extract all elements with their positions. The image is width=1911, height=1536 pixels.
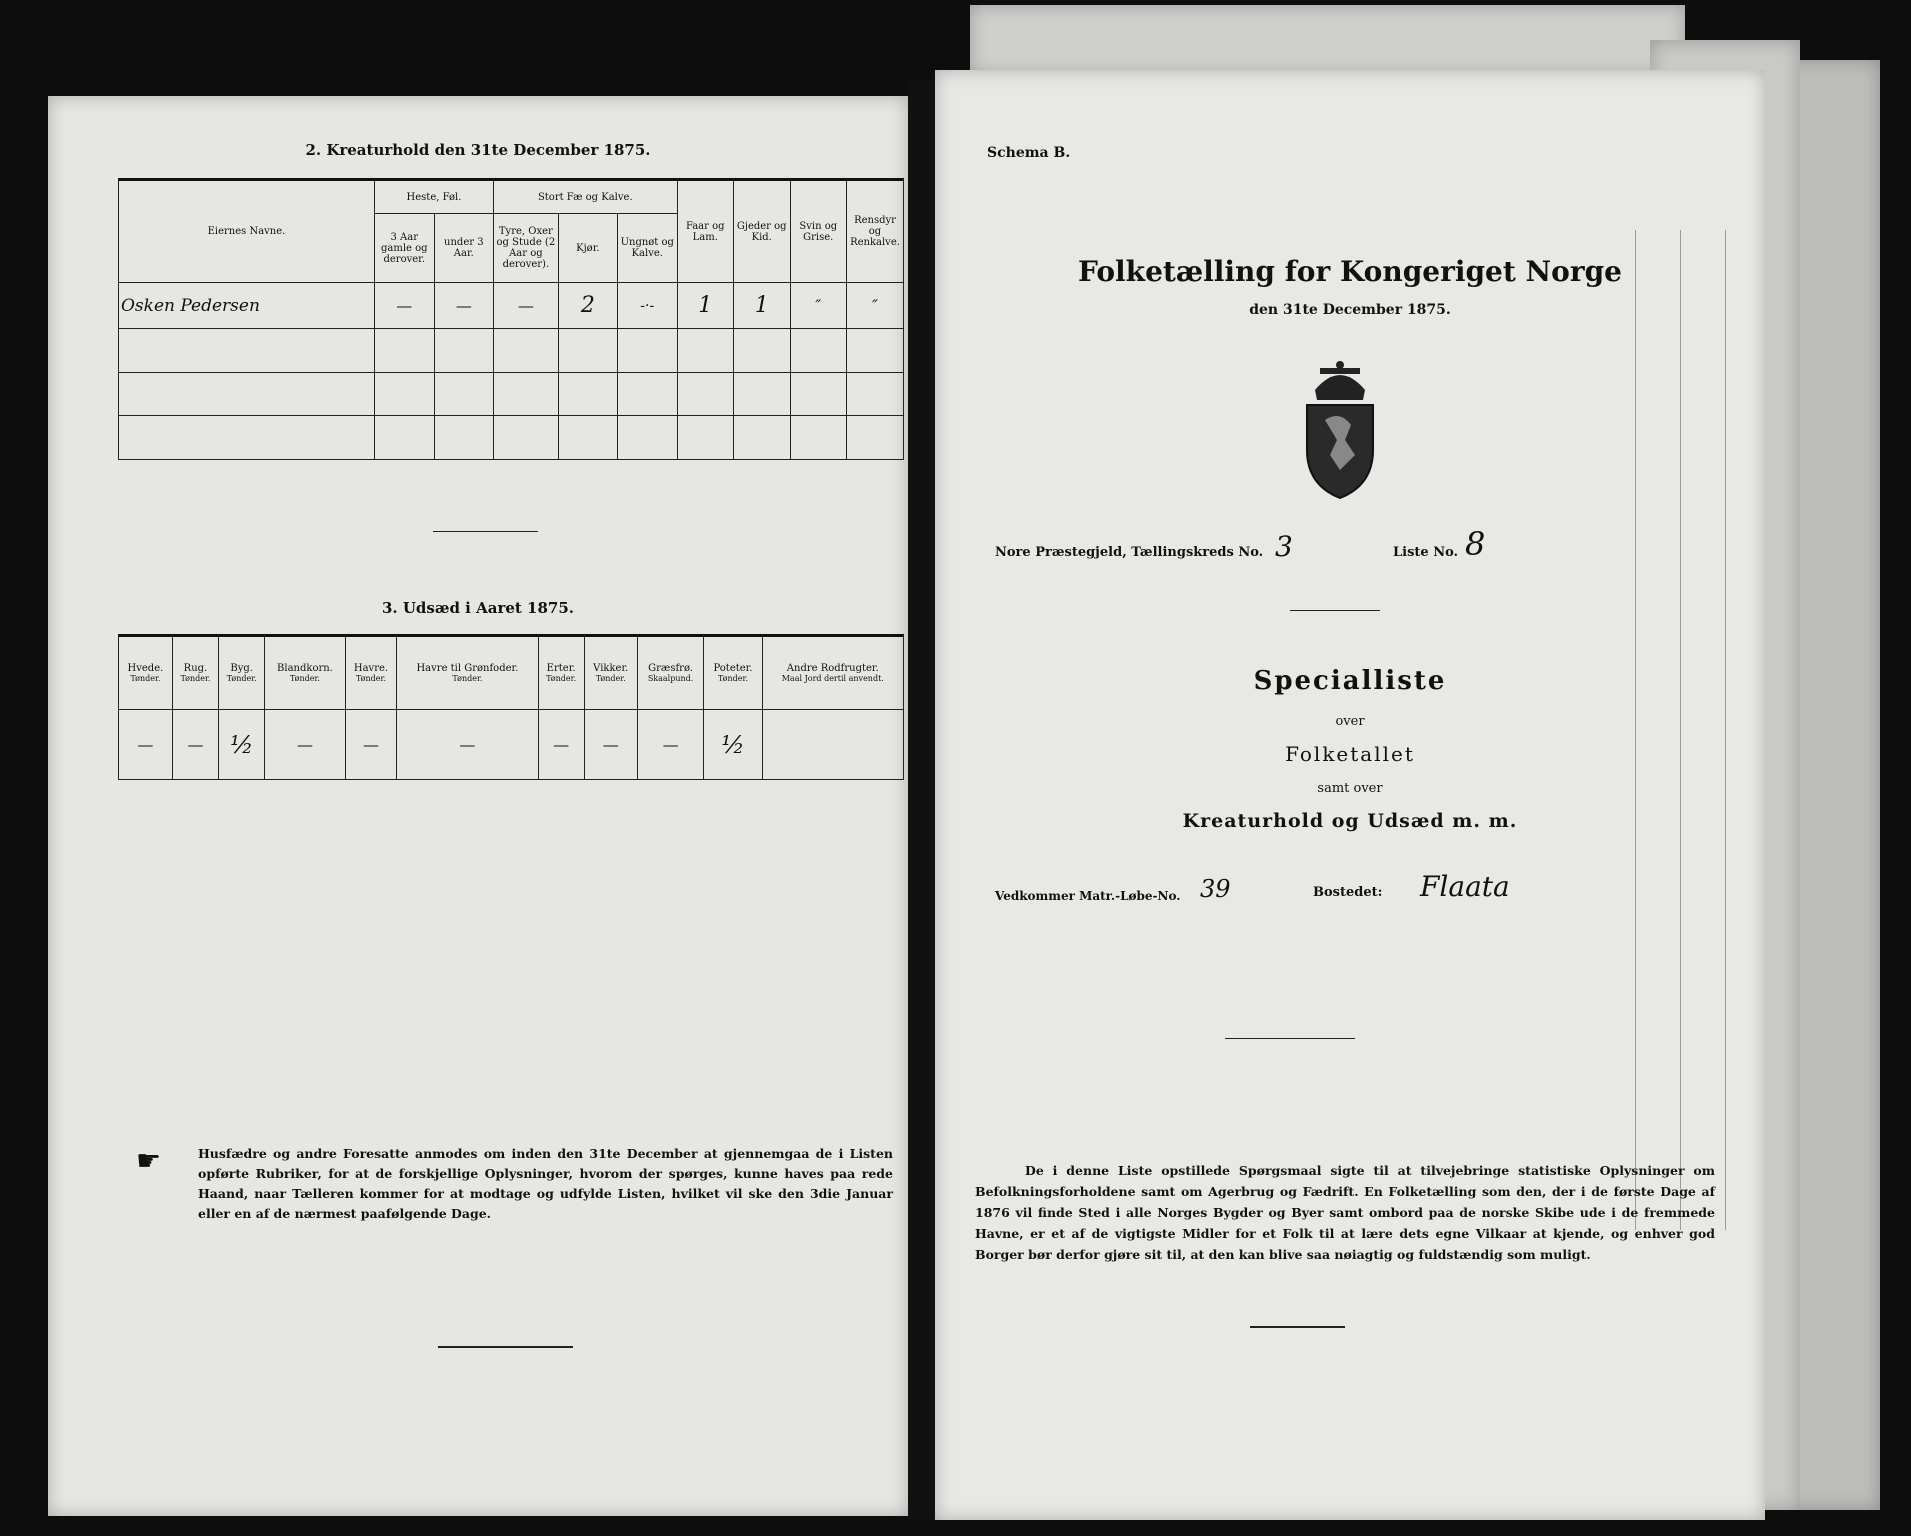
header-heste: Heste, Føl.: [374, 180, 493, 214]
folketallet-label: Folketallet: [1285, 742, 1415, 766]
seed-value: —: [538, 710, 584, 780]
cell-value: ″: [790, 283, 846, 329]
header-stort-fae: Stort Fæ og Kalve.: [494, 180, 678, 214]
book-spine: [908, 80, 938, 1520]
left-page: [48, 96, 908, 1516]
cell-value: 1: [733, 283, 790, 329]
cell-value: ″: [847, 283, 904, 329]
liste-label: Liste No.: [1393, 545, 1459, 560]
seed-header: Vikker. Tønder.: [584, 636, 637, 710]
kreaturhold-label: Kreaturhold og Udsæd m. m.: [1182, 810, 1518, 832]
section2-title: 2. Kreaturhold den 31te December 1875.: [305, 141, 651, 159]
seed-value: —: [397, 710, 538, 780]
seed-header: Blandkorn. Tønder.: [265, 636, 345, 710]
seed-header: Hvede. Tønder.: [119, 636, 173, 710]
subheader-ungnot: Ungnøt og Kalve.: [617, 214, 677, 283]
pointing-hand-icon: ☛: [136, 1144, 162, 1177]
seed-value: [762, 710, 903, 780]
subheader-tyre: Tyre, Oxer og Stude (2 Aar og derover).: [494, 214, 559, 283]
over-label: over: [1335, 714, 1365, 729]
seed-value: —: [172, 710, 218, 780]
subheader-heste-old: 3 Aar gamle og derover.: [374, 214, 434, 283]
notice-text: Husfædre og andre Foresatte anmodes om inden den 31te December at gjennemgaa de i Listen opførte Rubriker, for at de forskjellige Oplysninger, hvorom der spørges, kunne haves paa rede Haand, naar Tælleren kommer for at modtage og udfylde Listen, hvilket vil ske den 3die Januar eller en af de nærmest paafølgende Dage.: [198, 1146, 893, 1221]
liste-value: 8: [1465, 525, 1486, 563]
matr-value: 39: [1200, 875, 1231, 903]
seed-header: Andre Rodfrugter. Maal Jord dertil anvendt.: [762, 636, 903, 710]
table-row: [119, 710, 904, 780]
header-faar: Faar og Lam.: [677, 180, 733, 283]
header-owner: Eiernes Navne.: [119, 180, 375, 283]
header-rensdyr: Rensdyr og Renkalve.: [847, 180, 904, 283]
seed-value: —: [345, 710, 397, 780]
seed-header: Græsfrø. Skaalpund.: [637, 636, 704, 710]
seed-header: Erter. Tønder.: [538, 636, 584, 710]
cell-value: —: [374, 283, 434, 329]
seed-header: Poteter. Tønder.: [704, 636, 762, 710]
cell-value: —: [434, 283, 493, 329]
livestock-table: [118, 178, 904, 460]
subheader-kjor: Kjør.: [558, 214, 617, 283]
underlying-sheet-top: [970, 5, 1685, 77]
seed-value: —: [637, 710, 704, 780]
bosted-label: Bostedet:: [1313, 885, 1383, 900]
special-title: Specialliste: [1253, 666, 1447, 696]
section3-title: 3. Udsæd i Aaret 1875.: [381, 599, 575, 617]
right-page: [935, 70, 1765, 1520]
seed-value: —: [119, 710, 173, 780]
tellingskreds-value: 3: [1275, 530, 1293, 563]
table-row: [119, 416, 904, 460]
header-gjeder: Gjeder og Kid.: [733, 180, 790, 283]
subheader-heste-young: under 3 Aar.: [434, 214, 493, 283]
seed-header: Rug. Tønder.: [172, 636, 218, 710]
seed-header: Havre til Grønfoder. Tønder.: [397, 636, 538, 710]
cell-value: 1: [677, 283, 733, 329]
divider: [1225, 1038, 1355, 1039]
matr-label: Vedkommer Matr.-Løbe-No.: [995, 889, 1181, 903]
schema-label: Schema B.: [987, 145, 1071, 161]
seed-table: [118, 634, 904, 780]
cell-value: -·-: [617, 283, 677, 329]
cell-value: 2: [558, 283, 617, 329]
footer-text: De i denne Liste opstillede Spørgsmaal sigte til at tilvejebringe statistiske Oplysninger om Befolkningsforholdene samt om Agerbrug og Fædrift. En Folketælling som den, der i de første Dage af 1876 vil finde Sted i alle Norges Bygder og Byer samt ombord paa de norske Skibe ude i de fremmede Havne, er et af de vigtigste Midler for et Folk til at lære dets egne Vilkaar at kjende, og enhver god Borger bør derfor gjøre sit til, at den kan blive saa nøiagtig og fuldstændig som muligt.: [975, 1163, 1715, 1262]
divider: [1290, 610, 1380, 611]
seed-value: ½: [704, 710, 762, 780]
seed-header: Havre. Tønder.: [345, 636, 397, 710]
seed-value: ½: [219, 710, 265, 780]
samt-over-label: samt over: [1317, 781, 1383, 796]
divider: [1250, 1326, 1345, 1328]
divider: [433, 531, 538, 532]
prestegjeld-label: Nore Præstegjeld, Tællingskreds No.: [995, 545, 1264, 560]
bosted-value: Flaata: [1420, 870, 1510, 903]
seed-header: Byg. Tønder.: [219, 636, 265, 710]
census-date: den 31te December 1875.: [1249, 302, 1451, 318]
owner-name: Osken Pedersen: [119, 283, 375, 329]
seed-value: —: [584, 710, 637, 780]
table-row: [119, 329, 904, 373]
cell-value: —: [494, 283, 559, 329]
coat-of-arms-icon: [1285, 360, 1395, 500]
divider: [438, 1346, 573, 1348]
page-title: Folketælling for Kongeriget Norge: [1078, 255, 1622, 288]
table-row: [119, 283, 904, 329]
table-row: [119, 372, 904, 416]
seed-value: —: [265, 710, 345, 780]
header-svin: Svin og Grise.: [790, 180, 846, 283]
